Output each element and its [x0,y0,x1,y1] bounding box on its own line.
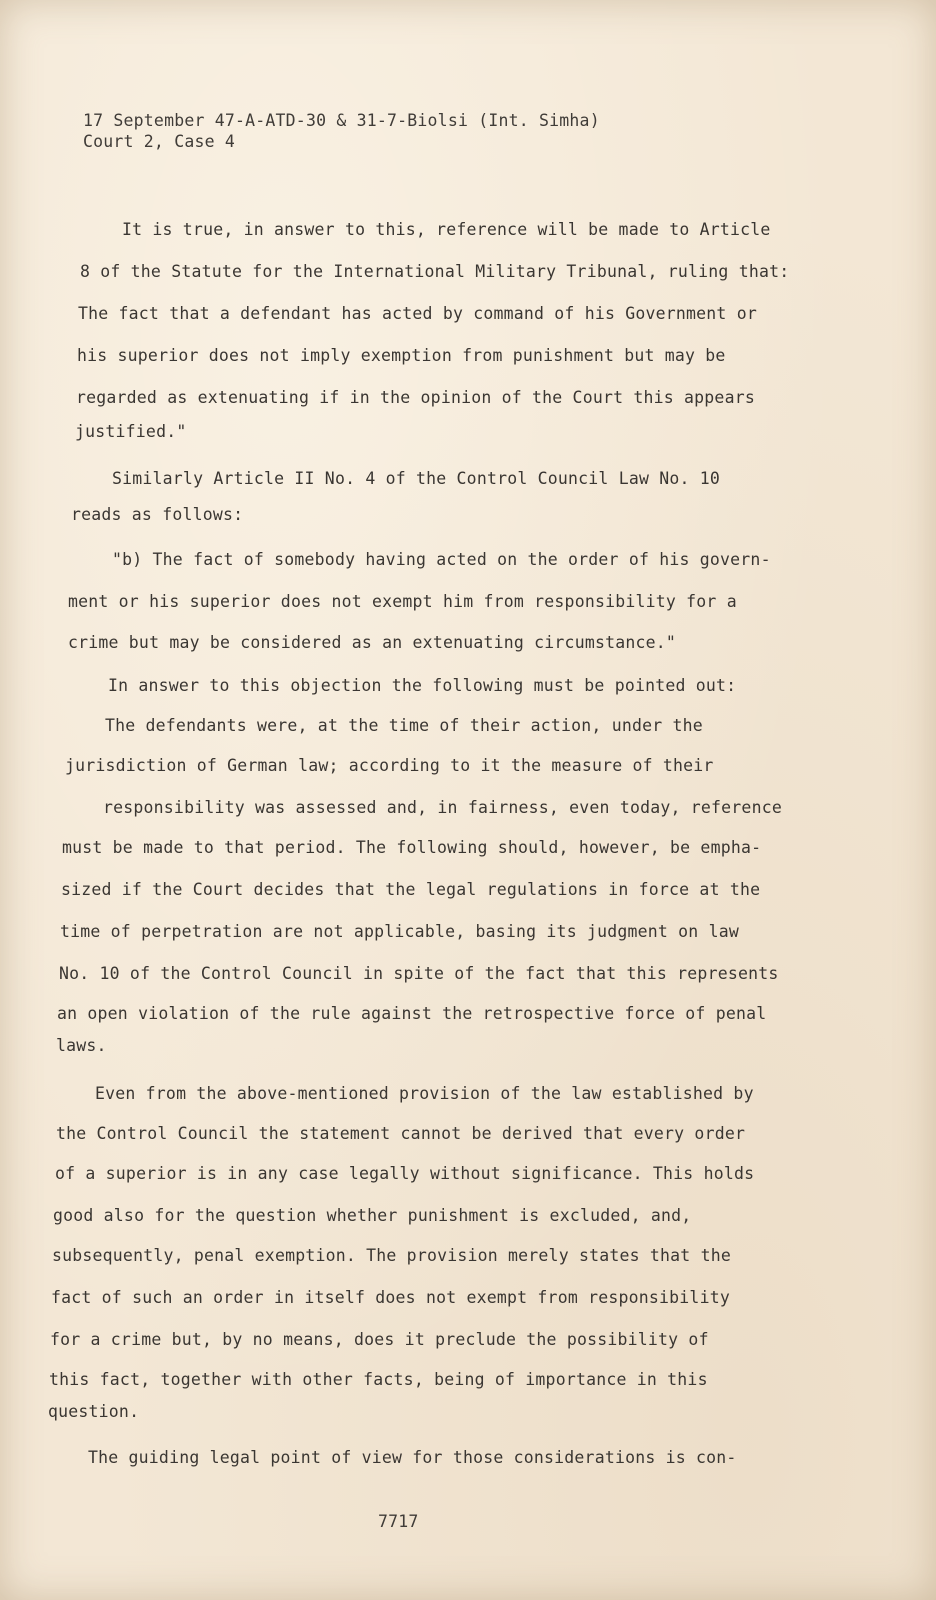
text-line: fact of such an order in itself does not exempt from responsibility [51,1288,730,1307]
text-line: this fact, together with other facts, being of importance in this [49,1370,708,1389]
page-number: 7717 [378,1512,419,1531]
text-line: justified." [75,422,187,441]
header-line-2: Court 2, Case 4 [83,132,236,151]
text-line: his superior does not imply exemption from punishment but may be [77,346,726,365]
text-line: In answer to this objection the following must be pointed out: [108,676,737,695]
text-line: It is true, in answer to this, reference will be made to Article [122,220,771,239]
header-line-1: 17 September 47-A-ATD-30 & 31-7-Biolsi (Int. Simha) [83,111,600,130]
text-line: reads as follows: [71,505,244,524]
text-line: an open violation of the rule against the retrospective force of penal [57,1004,767,1023]
document-header [83,110,600,152]
text-line: Even from the above-mentioned provision of the law established by [95,1084,754,1103]
text-line: regarded as extenuating if in the opinion of the Court this appears [76,388,755,407]
text-line: time of perpetration are not applicable, basing its judgment on law [60,922,739,941]
text-line: Similarly Article II No. 4 of the Control Council Law No. 10 [112,469,721,488]
text-line: The defendants were, at the time of their action, under the [105,716,703,735]
text-line: for a crime but, by no means, does it preclude the possibility of [50,1330,709,1349]
text-line: of a superior is in any case legally without significance. This holds [55,1164,755,1183]
text-line: crime but may be considered as an extenuating circumstance." [68,633,677,652]
text-line: jurisdiction of German law; according to it the measure of their [65,756,714,775]
text-line: good also for the question whether punishment is excluded, and, [53,1206,692,1225]
text-line: the Control Council the statement cannot be derived that every order [56,1124,746,1143]
text-line: ment or his superior does not exempt him from responsibility for a [68,592,737,611]
text-line: The fact that a defendant has acted by command of his Government or [78,304,757,323]
text-line: laws. [56,1036,107,1055]
text-line: subsequently, penal exemption. The provision merely states that the [52,1246,731,1265]
text-line: must be made to that period. The following should, however, be empha- [62,838,762,857]
text-line: sized if the Court decides that the legal regulations in force at the [61,880,761,899]
text-line: 8 of the Statute for the International Military Tribunal, ruling that: [80,262,790,281]
text-line: "b) The fact of somebody having acted on the order of his govern- [112,550,771,569]
text-line: responsibility was assessed and, in fairness, even today, reference [103,798,782,817]
text-line: question. [48,1402,140,1421]
text-line: The guiding legal point of view for those considerations is con- [88,1448,737,1467]
text-line: No. 10 of the Control Council in spite of the fact that this represents [59,964,779,983]
